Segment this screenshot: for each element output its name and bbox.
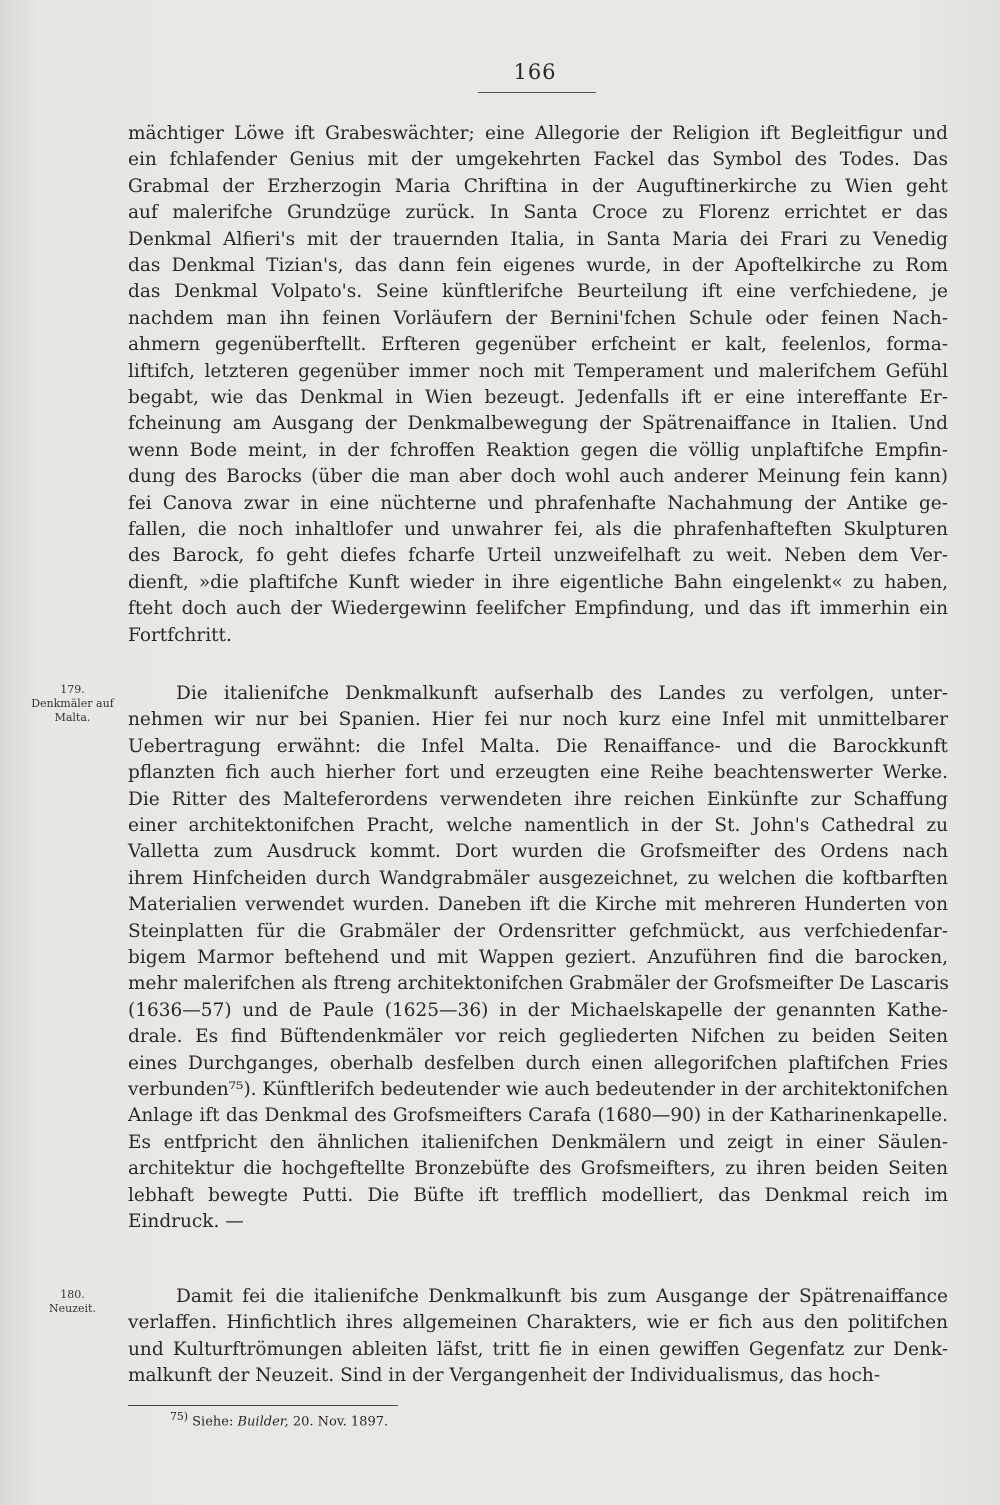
side-note-number: 179. — [60, 683, 85, 696]
text-line: Eindruck. — — [128, 1211, 244, 1232]
footnote-rule — [128, 1405, 398, 1406]
text-line: auf malerifche Grundzüge zurück. In Santa Croce zu Florenz errichtet er das — [128, 202, 948, 224]
text-line: fcheinung am Ausgang der Denkmalbewegung der Spätrenaiffance in Italien. Und — [128, 413, 948, 435]
page-number-rule — [478, 92, 596, 93]
text-line: verlaffen. Hinfichtlich ihres allgemeinen Charakters, wie er fich aus den politifchen — [128, 1312, 948, 1334]
text-line: drale. Es find Büftendenkmäler vor reich gegliederten Nifchen zu beiden Seiten — [128, 1026, 948, 1048]
text-line: wenn Bode meint, in der fchroffen Reaktion gegen die völlig unplaftifche Empfin- — [128, 439, 948, 461]
side-note-label: Denkmäler auf Malta. — [31, 697, 114, 724]
text-line: einer architektonifchen Pracht, welche namentlich in der St. John's Cathedral zu — [128, 815, 948, 836]
footnote-date: 20. Nov. 1897. — [292, 1414, 389, 1430]
text-line: das Denkmal Tizian's, das dann fein eigenes wurde, in der Apoftelkirche zu Rom — [128, 255, 948, 276]
text-line: mehr malerifchen als ftreng architektonifchen Grabmäler der Grofsmeifter De Lascaris — [128, 973, 949, 995]
text-line: Grabmal der Erzherzogin Maria Chriftina in der Auguftinerkirche zu Wien geht — [128, 175, 948, 197]
text-line: dienft, »die plaftifche Kunft wieder in ihre eigentliche Bahn eingelenkt« zu haben, — [128, 571, 948, 593]
text-line: dung des Barocks (über die man aber doch wohl auch anderer Meinung fein kann) — [128, 466, 948, 488]
page-number: 166 — [513, 60, 557, 84]
text-line: Uebertragung erwähnt: die Infel Malta. Die Renaiffance- und die Barockkunft — [128, 735, 948, 757]
text-line: Materialien verwendet wurden. Daneben ift die Kirche mit mehreren Hunderten von — [128, 894, 948, 916]
text-line: eines Durchganges, oberhalb desfelben durch einen allegorifchen plaftifchen Fries — [128, 1052, 948, 1074]
side-note-label: Neuzeit. — [49, 1302, 96, 1315]
side-note-number: 180. — [60, 1288, 85, 1301]
text-line: und Kulturftrömungen ableiten läfst, tritt fie in einen gewiffen Gegenfatz zur Denk- — [128, 1338, 948, 1360]
text-line: nachdem man ihn feinen Vorläufern der Bernini'fchen Schule oder feinen Nach- — [128, 307, 948, 329]
text-line: ein fchlafender Genius mit der umgekehrten Fackel das Symbol des Todes. Das — [128, 149, 948, 171]
text-line: Valletta zum Ausdruck kommt. Dort wurden die Grofsmeifter des Ordens nach — [128, 841, 948, 863]
text-line: fallen, die noch inhaltlofer und unwahrer fei, als die phrafenhafteften Skulpturen — [128, 519, 948, 540]
text-line: des Barock, fo geht diefes fcharfe Urteil unzweifelhaft zu weit. Neben dem Ver- — [128, 545, 948, 567]
text-line: bigem Marmor beftehend und mit Wappen geziert. Anzuführen find die barocken, — [128, 947, 948, 968]
text-line: Es entfpricht den ähnlichen italienifchen Denkmälern und zeigt in einer Säulen- — [128, 1131, 948, 1153]
text-line: Anlage ift das Denkmal des Grofsmeifters Carafa (1680—90) in der Katharinenkapelle. — [128, 1105, 948, 1127]
text-line: pflanzten fich auch hierher fort und erzeugten eine Reihe beachtenswerter Werke. — [128, 762, 948, 784]
text-line: architektur die hochgeftellte Bronzebüfte des Grofsmeifters, zu ihren beiden Seiten — [128, 1158, 948, 1180]
text-line: das Denkmal Volpato's. Seine künftlerifche Beurteilung ift eine verfchiedene, je — [128, 281, 948, 303]
text-line: Steinplatten für die Grabmäler der Ordensritter gefchmückt, aus verfchiedenfar- — [128, 920, 948, 942]
text-line: lebhaft bewegte Putti. Die Büfte ift trefflich modelliert, das Denkmal reich im — [128, 1184, 948, 1206]
text-line: Die Ritter des Malteferordens verwendeten ihre reichen Einkünfte zur Schaffung — [128, 788, 948, 810]
text-line: malkunft der Neuzeit. Sind in der Vergangenheit der Individualismus, das hoch- — [128, 1365, 881, 1387]
text-line: Denkmal Alfieri's mit der trauernden Italia, in Santa Maria dei Frari zu Venedig — [128, 228, 948, 250]
text-line: fei Canova zwar in eine nüchterne und phrafenhafte Nachahmung der Antike ge- — [128, 492, 948, 514]
text-line: (1636—57) und de Paule (1625—36) in der Michaelskapelle der genannten Kathe- — [128, 999, 948, 1021]
footnote — [170, 1410, 388, 1429]
text-line: begabt, wie das Denkmal in Wien bezeugt. Jedenfalls ift er eine intereffante Er- — [128, 387, 948, 408]
text-line: Damit fei die italienifche Denkmalkunft bis zum Ausgange der Spätrenaiffance — [176, 1286, 948, 1307]
side-note-neuzeit — [30, 1288, 115, 1316]
footnote-marker: 75) — [170, 1410, 189, 1423]
text-line: liftifch, letzteren gegenüber immer noch mit Temperament und malerifchem Gefühl — [128, 360, 948, 382]
text-line: ahmern gegenüberftellt. Erfteren gegenüber erfcheint er kalt, feelenlos, forma- — [128, 334, 948, 356]
footnote-source: Builder, — [237, 1414, 289, 1430]
text-line: nehmen wir nur bei Spanien. Hier fei nur noch kurz eine Infel mit unmittelbarer — [128, 709, 948, 731]
footnote-prefix: Siehe: — [192, 1414, 234, 1430]
side-note-malta — [30, 683, 115, 725]
text-line: Die italienifche Denkmalkunft aufserhalb des Landes zu verfolgen, unter- — [176, 683, 948, 704]
text-line: verbunden⁷⁵). Künftlerifch bedeutender wie auch bedeutender in der architektonifchen — [128, 1079, 949, 1100]
text-line: Fortfchritt. — [128, 624, 232, 646]
text-line: mächtiger Löwe ift Grabeswächter; eine Allegorie der Religion ift Begleitfigur und — [128, 123, 948, 144]
text-line: fteht doch auch der Wiedergewinn feelifcher Empfindung, und das ift immerhin ein — [128, 598, 948, 620]
text-line: ihrem Hinfcheiden durch Wandgrabmäler ausgezeichnet, zu welchen die koftbarften — [128, 867, 948, 889]
